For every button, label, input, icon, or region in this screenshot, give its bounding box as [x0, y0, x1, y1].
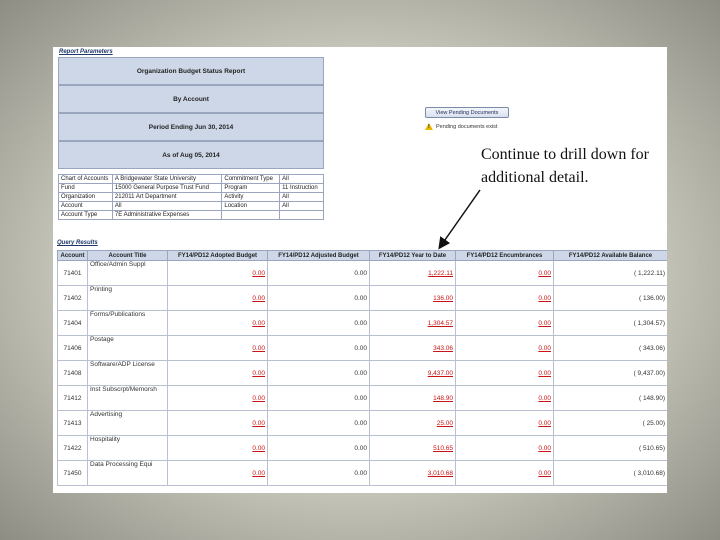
- column-header[interactable]: Account Title: [88, 251, 168, 261]
- adopted-budget-cell: [168, 386, 268, 411]
- account-cell: 71406: [58, 336, 88, 361]
- adopted-budget-cell: [168, 361, 268, 386]
- table-row: [58, 436, 668, 461]
- callout-line-1: Continue to drill down for: [481, 146, 649, 163]
- view-pending-documents-button[interactable]: View Pending Documents: [425, 107, 509, 118]
- table-row: [58, 336, 668, 361]
- encumbrances-link[interactable]: 0.00: [538, 344, 551, 352]
- account-title-cell: Hospitality: [88, 436, 168, 461]
- callout-line-2: additional detail.: [481, 169, 589, 186]
- parameter-label: Account Type: [59, 211, 113, 220]
- adjusted-budget-cell: 0.00: [268, 361, 370, 386]
- parameter-label2: Activity: [222, 193, 280, 202]
- adopted-budget-cell: [168, 411, 268, 436]
- parameter-label2: Location: [222, 202, 280, 211]
- parameter-value: 15000 General Purpose Trust Fund: [112, 184, 221, 193]
- parameter-label2: Commitment Type: [222, 175, 280, 184]
- table-row: [58, 361, 668, 386]
- year-to-date-link[interactable]: 1,222.11: [428, 269, 453, 277]
- adopted-budget-cell: [168, 461, 268, 486]
- adopted-budget-cell: [168, 436, 268, 461]
- encumbrances-cell: [456, 286, 554, 311]
- parameter-value: A Bridgewater State University: [112, 175, 221, 184]
- available-balance-cell: ( 510.65): [554, 436, 668, 461]
- year-to-date-cell: [370, 386, 456, 411]
- account-title-cell: Data Processing Equi: [88, 461, 168, 486]
- adopted-budget-link[interactable]: 0.00: [252, 294, 265, 302]
- encumbrances-link[interactable]: 0.00: [538, 394, 551, 402]
- encumbrances-cell: [456, 336, 554, 361]
- table-row: [58, 261, 668, 286]
- adopted-budget-link[interactable]: 0.00: [252, 394, 265, 402]
- available-balance-cell: ( 1,304.57): [554, 311, 668, 336]
- column-header[interactable]: Account: [58, 251, 88, 261]
- adopted-budget-cell: [168, 286, 268, 311]
- adjusted-budget-cell: 0.00: [268, 336, 370, 361]
- adopted-budget-link[interactable]: 0.00: [252, 369, 265, 377]
- account-cell: 71422: [58, 436, 88, 461]
- parameter-row: [59, 175, 324, 184]
- year-to-date-link[interactable]: 1,304.57: [427, 319, 453, 327]
- year-to-date-link[interactable]: 510.65: [433, 444, 453, 452]
- parameter-label2: [222, 211, 280, 220]
- query-results-table: [57, 250, 667, 486]
- account-cell: 71408: [58, 361, 88, 386]
- account-cell: 71402: [58, 286, 88, 311]
- encumbrances-link[interactable]: 0.00: [538, 444, 551, 452]
- adopted-budget-cell: [168, 311, 268, 336]
- parameter-label: Fund: [59, 184, 113, 193]
- year-to-date-cell: [370, 411, 456, 436]
- year-to-date-link[interactable]: 136.00: [433, 294, 453, 302]
- parameter-label2: Program: [222, 184, 280, 193]
- adjusted-budget-cell: 0.00: [268, 311, 370, 336]
- period-ending: Period Ending Jun 30, 2014: [58, 113, 324, 141]
- year-to-date-cell: [370, 311, 456, 336]
- encumbrances-cell: [456, 361, 554, 386]
- year-to-date-link[interactable]: 25.00: [436, 419, 453, 427]
- parameter-row: [59, 211, 324, 220]
- adopted-budget-link[interactable]: 0.00: [252, 269, 265, 277]
- year-to-date-link[interactable]: 148.90: [433, 394, 453, 402]
- year-to-date-link[interactable]: 9,437.00: [427, 369, 453, 377]
- parameter-row: [59, 184, 324, 193]
- parameter-row: [59, 193, 324, 202]
- encumbrances-cell: [456, 436, 554, 461]
- encumbrances-cell: [456, 461, 554, 486]
- account-cell: 71450: [58, 461, 88, 486]
- adopted-budget-cell: [168, 261, 268, 286]
- year-to-date-cell: [370, 361, 456, 386]
- report-grouping: By Account: [58, 85, 324, 113]
- encumbrances-link[interactable]: 0.00: [538, 419, 551, 427]
- column-header[interactable]: FY14/PD12 Year to Date: [370, 251, 456, 261]
- adopted-budget-link[interactable]: 0.00: [252, 469, 265, 477]
- account-title-cell: Inst Subscrpt/Memorsh: [88, 386, 168, 411]
- adopted-budget-link[interactable]: 0.00: [252, 319, 265, 327]
- account-title-cell: Office/Admin Suppl: [88, 261, 168, 286]
- drill-down-callout: [481, 143, 711, 189]
- parameter-value2: All: [280, 202, 324, 211]
- parameter-value2: All: [280, 193, 324, 202]
- column-header[interactable]: FY14/PD12 Adjusted Budget: [268, 251, 370, 261]
- account-cell: 71401: [58, 261, 88, 286]
- parameter-value2: All: [280, 175, 324, 184]
- encumbrances-cell: [456, 261, 554, 286]
- report-parameters-heading: Report Parameters: [59, 49, 113, 55]
- available-balance-cell: ( 25.00): [554, 411, 668, 436]
- available-balance-cell: ( 136.00): [554, 286, 668, 311]
- adjusted-budget-cell: 0.00: [268, 261, 370, 286]
- account-cell: 71413: [58, 411, 88, 436]
- year-to-date-cell: [370, 286, 456, 311]
- parameter-label: Account: [59, 202, 113, 211]
- encumbrances-link[interactable]: 0.00: [538, 269, 551, 277]
- encumbrances-cell: [456, 411, 554, 436]
- report-screenshot: [53, 47, 667, 493]
- adopted-budget-cell: [168, 336, 268, 361]
- column-header[interactable]: FY14/PD12 Encumbrances: [456, 251, 554, 261]
- year-to-date-cell: [370, 461, 456, 486]
- adjusted-budget-cell: 0.00: [268, 411, 370, 436]
- account-title-cell: Software/ADP License: [88, 361, 168, 386]
- year-to-date-cell: [370, 261, 456, 286]
- available-balance-cell: ( 148.90): [554, 386, 668, 411]
- column-header[interactable]: FY14/PD12 Available Balance: [554, 251, 668, 261]
- parameter-label: Organization: [59, 193, 113, 202]
- available-balance-cell: ( 3,010.68): [554, 461, 668, 486]
- encumbrances-link[interactable]: 0.00: [538, 319, 551, 327]
- encumbrances-cell: [456, 386, 554, 411]
- year-to-date-cell: [370, 336, 456, 361]
- encumbrances-link[interactable]: 0.00: [538, 469, 551, 477]
- adjusted-budget-cell: 0.00: [268, 436, 370, 461]
- table-row: [58, 411, 668, 436]
- adjusted-budget-cell: 0.00: [268, 386, 370, 411]
- account-title-cell: Printing: [88, 286, 168, 311]
- available-balance-cell: ( 343.06): [554, 336, 668, 361]
- adopted-budget-link[interactable]: 0.00: [252, 419, 265, 427]
- parameter-value2: 11 Instruction: [280, 184, 324, 193]
- query-results-heading: Query Results: [57, 240, 98, 246]
- available-balance-cell: ( 1,222.11): [554, 261, 668, 286]
- table-row: [58, 311, 668, 336]
- table-row: [58, 286, 668, 311]
- year-to-date-cell: [370, 436, 456, 461]
- account-cell: 71404: [58, 311, 88, 336]
- table-row: [58, 461, 668, 486]
- report-title: Organization Budget Status Report: [58, 57, 324, 85]
- warning-icon: [425, 123, 433, 130]
- encumbrances-link[interactable]: 0.00: [538, 369, 551, 377]
- year-to-date-link[interactable]: 343.06: [433, 344, 453, 352]
- adjusted-budget-cell: 0.00: [268, 461, 370, 486]
- parameter-value: All: [112, 202, 221, 211]
- pending-documents-note: [425, 123, 497, 130]
- parameter-row: [59, 202, 324, 211]
- available-balance-cell: ( 9,437.00): [554, 361, 668, 386]
- adopted-budget-link[interactable]: 0.00: [252, 344, 265, 352]
- account-title-cell: Forms/Publications: [88, 311, 168, 336]
- account-cell: 71412: [58, 386, 88, 411]
- column-header[interactable]: FY14/PD12 Adopted Budget: [168, 251, 268, 261]
- parameter-label: Chart of Accounts: [59, 175, 113, 184]
- year-to-date-link[interactable]: 3,010.68: [427, 469, 453, 477]
- parameter-value: 7E Administrative Expenses: [112, 211, 221, 220]
- encumbrances-cell: [456, 311, 554, 336]
- parameter-value: 212011 Art Department: [112, 193, 221, 202]
- parameters-table: [58, 174, 324, 220]
- encumbrances-link[interactable]: 0.00: [538, 294, 551, 302]
- adopted-budget-link[interactable]: 0.00: [252, 444, 265, 452]
- adjusted-budget-cell: 0.00: [268, 286, 370, 311]
- as-of-date: As of Aug 05, 2014: [58, 141, 324, 169]
- account-title-cell: Postage: [88, 336, 168, 361]
- account-title-cell: Advertising: [88, 411, 168, 436]
- pending-note-text: Pending documents exist: [436, 123, 498, 130]
- table-row: [58, 386, 668, 411]
- parameter-value2: [280, 211, 324, 220]
